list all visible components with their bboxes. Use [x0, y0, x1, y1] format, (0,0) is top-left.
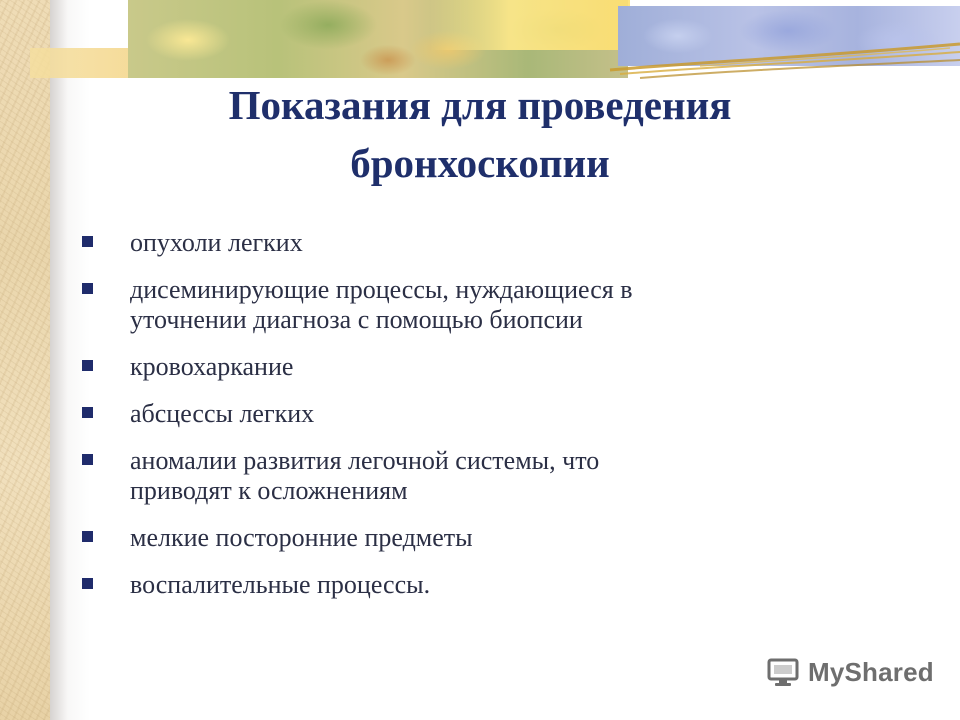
list-item-text: воспалительные процессы.	[130, 570, 431, 599]
monitor-icon	[766, 657, 800, 687]
list-item-text-line-2: приводят к осложнениям	[130, 476, 408, 505]
list-item-text-line-2: уточнении диагноза с помощью биопсии	[130, 305, 583, 334]
list-item-text: мелкие посторонние предметы	[130, 523, 473, 552]
list-item-text-line-1: дисеминирующие процессы, нуждающиеся в	[130, 275, 633, 304]
myshared-watermark[interactable]	[766, 654, 934, 690]
list-item	[80, 228, 880, 258]
list-item	[80, 446, 880, 506]
list-item	[80, 275, 880, 335]
square-bullet-icon	[82, 283, 93, 294]
list-item	[80, 399, 880, 429]
top-decorative-band	[0, 0, 960, 82]
list-item	[80, 523, 880, 553]
title-line-1: Показания для проведения	[228, 82, 732, 128]
list-item-text-line-1: аномалии развития легочной системы, что	[130, 446, 600, 475]
left-texture-strip	[0, 0, 50, 720]
square-bullet-icon	[82, 578, 93, 589]
list-item	[80, 352, 880, 382]
list-item-text: опухоли легких	[130, 228, 303, 257]
indications-list	[80, 228, 880, 617]
square-bullet-icon	[82, 236, 93, 247]
slide-title	[60, 76, 900, 192]
square-bullet-icon	[82, 360, 93, 371]
list-item-text: абсцессы легких	[130, 399, 315, 428]
square-bullet-icon	[82, 531, 93, 542]
golden-brush-strokes	[0, 0, 960, 82]
list-item-text: кровохаркание	[130, 352, 294, 381]
list-item	[80, 570, 880, 600]
square-bullet-icon	[82, 407, 93, 418]
title-line-2: бронхоскопии	[350, 140, 610, 186]
watermark-text: MyShared	[808, 656, 934, 687]
square-bullet-icon	[82, 454, 93, 465]
